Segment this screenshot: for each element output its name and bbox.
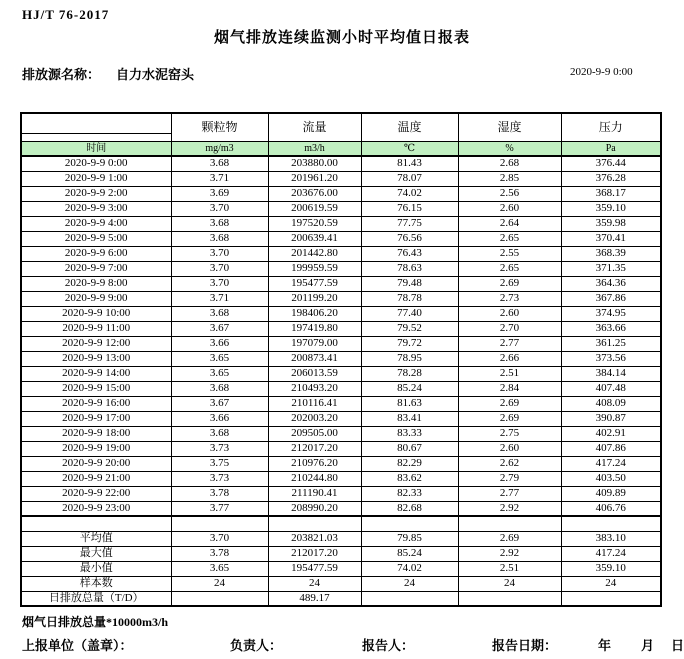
value-cell: 2.65 [458,261,561,276]
table-row [21,486,661,501]
unit-cell-pct: % [458,141,561,156]
col-header-flow: 流量 [268,113,361,141]
summary-value: 24 [458,576,561,591]
time-cell: 2020-9-9 21:00 [21,471,171,486]
time-cell: 2020-9-9 6:00 [21,246,171,261]
value-cell: 83.33 [361,426,458,441]
table-row [21,306,661,321]
corner-cell [21,113,171,141]
value-cell: 79.48 [361,276,458,291]
daily-total-note: 烟气日排放总量*10000m3/h [22,615,169,629]
table-row [21,171,661,186]
value-cell: 3.73 [171,441,268,456]
value-cell: 2.69 [458,411,561,426]
table-row [21,411,661,426]
value-cell: 2.64 [458,216,561,231]
table-row [21,261,661,276]
report-datetime: 2020-9-9 0:00 [570,66,633,78]
value-cell: 407.48 [561,381,661,396]
value-cell: 363.66 [561,321,661,336]
table-row [21,156,661,171]
time-cell: 2020-9-9 3:00 [21,201,171,216]
value-cell: 81.63 [361,396,458,411]
time-cell: 2020-9-9 9:00 [21,291,171,306]
value-cell: 2.84 [458,381,561,396]
unit-cell-m3h: m3/h [268,141,361,156]
value-cell: 2.65 [458,231,561,246]
value-cell: 2.73 [458,291,561,306]
table-row [21,231,661,246]
value-cell: 3.67 [171,321,268,336]
value-cell: 78.78 [361,291,458,306]
units-row [21,141,661,156]
value-cell: 3.68 [171,156,268,171]
summary-value: 24 [361,576,458,591]
table-row [21,186,661,201]
value-cell: 2.51 [458,366,561,381]
value-cell: 82.33 [361,486,458,501]
value-cell: 2.70 [458,321,561,336]
summary-value: 417.24 [561,546,661,561]
time-cell: 2020-9-9 15:00 [21,381,171,396]
value-cell: 374.95 [561,306,661,321]
value-cell: 359.10 [561,201,661,216]
col-header-particulate: 颗粒物 [171,113,268,141]
value-cell: 3.71 [171,291,268,306]
value-cell: 195477.59 [268,276,361,291]
time-cell: 2020-9-9 0:00 [21,156,171,171]
value-cell: 3.69 [171,186,268,201]
data-rows-section [21,156,661,516]
report-table [20,112,662,607]
day-label: 日 [671,638,684,653]
value-cell: 210976.20 [268,456,361,471]
value-cell: 3.68 [171,231,268,246]
manager-label: 负责人： [230,638,283,653]
summary-row [21,531,661,546]
value-cell: 367.86 [561,291,661,306]
empty-cell [458,516,561,531]
value-cell: 3.73 [171,471,268,486]
value-cell: 407.86 [561,441,661,456]
value-cell: 3.68 [171,216,268,231]
value-cell: 80.67 [361,441,458,456]
col-header-pressure: 压力 [561,113,661,141]
time-cell: 2020-9-9 13:00 [21,351,171,366]
value-cell: 210116.41 [268,396,361,411]
value-cell: 376.28 [561,171,661,186]
value-cell: 210493.20 [268,381,361,396]
summary-value: 383.10 [561,531,661,546]
value-cell: 371.35 [561,261,661,276]
value-cell: 2.85 [458,171,561,186]
value-cell: 2.66 [458,351,561,366]
table-row [21,381,661,396]
value-cell: 81.43 [361,156,458,171]
summary-row [21,546,661,561]
value-cell: 201442.80 [268,246,361,261]
summary-row [21,591,661,606]
value-cell: 2.75 [458,426,561,441]
summary-row [21,576,661,591]
pollutant-header-row [21,113,661,141]
value-cell: 2.60 [458,201,561,216]
time-cell: 2020-9-9 2:00 [21,186,171,201]
table-row [21,351,661,366]
value-cell: 364.36 [561,276,661,291]
empty-cell [561,516,661,531]
corner-split-line [22,120,171,134]
value-cell: 206013.59 [268,366,361,381]
value-cell: 3.68 [171,426,268,441]
value-cell: 2.69 [458,396,561,411]
value-cell: 408.09 [561,396,661,411]
value-cell: 3.68 [171,306,268,321]
value-cell: 198406.20 [268,306,361,321]
value-cell: 3.71 [171,171,268,186]
value-cell: 82.68 [361,501,458,516]
value-cell: 406.76 [561,501,661,516]
value-cell: 78.95 [361,351,458,366]
value-cell: 76.43 [361,246,458,261]
value-cell: 2.77 [458,336,561,351]
value-cell: 2.68 [458,156,561,171]
value-cell: 78.07 [361,171,458,186]
summary-value: 74.02 [361,561,458,576]
table-row [21,366,661,381]
value-cell: 390.87 [561,411,661,426]
time-cell: 2020-9-9 10:00 [21,306,171,321]
summary-row [21,561,661,576]
table-row [21,441,661,456]
summary-value: 24 [171,576,268,591]
summary-value: 2.51 [458,561,561,576]
value-cell: 199959.59 [268,261,361,276]
value-cell: 78.63 [361,261,458,276]
table-row [21,456,661,471]
summary-value: 2.92 [458,546,561,561]
value-cell: 368.39 [561,246,661,261]
time-cell: 2020-9-9 17:00 [21,411,171,426]
summary-value: 85.24 [361,546,458,561]
time-cell: 2020-9-9 7:00 [21,261,171,276]
value-cell: 200873.41 [268,351,361,366]
month-label: 月 [641,638,655,653]
col-header-humidity: 湿度 [458,113,561,141]
value-cell: 197419.80 [268,321,361,336]
value-cell: 409.89 [561,486,661,501]
summary-value: 195477.59 [268,561,361,576]
value-cell: 3.77 [171,501,268,516]
value-cell: 373.56 [561,351,661,366]
time-cell: 2020-9-9 5:00 [21,231,171,246]
summary-value [171,591,268,606]
value-cell: 3.70 [171,201,268,216]
time-cell: 2020-9-9 16:00 [21,396,171,411]
value-cell: 197520.59 [268,216,361,231]
value-cell: 3.66 [171,336,268,351]
unit-cell-mgm3: mg/m3 [171,141,268,156]
unit-cell-pa: Pa [561,141,661,156]
summary-section [21,516,661,606]
value-cell: 201199.20 [268,291,361,306]
value-cell: 2.62 [458,456,561,471]
empty-cell [171,516,268,531]
value-cell: 210244.80 [268,471,361,486]
summary-value [361,591,458,606]
value-cell: 79.72 [361,336,458,351]
value-cell: 3.70 [171,246,268,261]
summary-value: 203821.03 [268,531,361,546]
summary-value: 489.17 [268,591,361,606]
value-cell: 2.56 [458,186,561,201]
summary-value: 212017.20 [268,546,361,561]
table-row [21,216,661,231]
source-name-value: 自力水泥窑头 [116,67,195,82]
summary-value: 3.78 [171,546,268,561]
value-cell: 200619.59 [268,201,361,216]
summary-label: 最小值 [21,561,171,576]
empty-cell [268,516,361,531]
summary-label: 最大值 [21,546,171,561]
time-cell: 2020-9-9 18:00 [21,426,171,441]
value-cell: 3.75 [171,456,268,471]
value-cell: 74.02 [361,186,458,201]
table-row [21,291,661,306]
value-cell: 3.65 [171,351,268,366]
value-cell: 197079.00 [268,336,361,351]
value-cell: 83.41 [361,411,458,426]
value-cell: 212017.20 [268,441,361,456]
value-cell: 82.29 [361,456,458,471]
value-cell: 3.70 [171,261,268,276]
table-row [21,321,661,336]
value-cell: 370.41 [561,231,661,246]
table-row [21,246,661,261]
value-cell: 417.24 [561,456,661,471]
summary-value: 3.70 [171,531,268,546]
summary-value: 24 [561,576,661,591]
value-cell: 361.25 [561,336,661,351]
value-cell: 83.62 [361,471,458,486]
value-cell: 200639.41 [268,231,361,246]
value-cell: 3.68 [171,381,268,396]
table-row [21,201,661,216]
value-cell: 76.15 [361,201,458,216]
value-cell: 211190.41 [268,486,361,501]
value-cell: 402.91 [561,426,661,441]
time-cell: 2020-9-9 4:00 [21,216,171,231]
value-cell: 2.69 [458,276,561,291]
year-label: 年 [598,638,612,653]
value-cell: 77.40 [361,306,458,321]
time-cell: 2020-9-9 8:00 [21,276,171,291]
time-cell: 2020-9-9 19:00 [21,441,171,456]
value-cell: 203880.00 [268,156,361,171]
empty-cell [21,516,171,531]
time-cell: 2020-9-9 22:00 [21,486,171,501]
value-cell: 202003.20 [268,411,361,426]
value-cell: 78.28 [361,366,458,381]
value-cell: 203676.00 [268,186,361,201]
table-row [21,501,661,516]
table-row [21,276,661,291]
value-cell: 403.50 [561,471,661,486]
summary-value [561,591,661,606]
value-cell: 384.14 [561,366,661,381]
source-row [22,64,194,83]
value-cell: 2.60 [458,306,561,321]
value-cell: 368.17 [561,186,661,201]
reporting-unit-label: 上报单位（盖章）： [22,638,133,653]
value-cell: 2.60 [458,441,561,456]
summary-value: 359.10 [561,561,661,576]
value-cell: 201961.20 [268,171,361,186]
value-cell: 376.44 [561,156,661,171]
time-cell: 2020-9-9 12:00 [21,336,171,351]
time-cell: 2020-9-9 20:00 [21,456,171,471]
value-cell: 3.65 [171,366,268,381]
empty-cell [361,516,458,531]
summary-value: 2.69 [458,531,561,546]
summary-value: 3.65 [171,561,268,576]
table-row [21,426,661,441]
summary-label: 日排放总量（T/D） [21,591,171,606]
value-cell: 359.98 [561,216,661,231]
time-cell: 2020-9-9 14:00 [21,366,171,381]
value-cell: 3.66 [171,411,268,426]
table-row [21,336,661,351]
unit-cell-degc: ℃ [361,141,458,156]
page-title: 烟气排放连续监测小时平均值日报表 [213,30,470,46]
time-header: 时间 [21,141,171,156]
source-name-label: 排放源名称： [22,67,101,82]
value-cell: 3.78 [171,486,268,501]
summary-value: 79.85 [361,531,458,546]
value-cell: 2.77 [458,486,561,501]
value-cell: 3.70 [171,276,268,291]
table-row [21,396,661,411]
summary-value: 24 [268,576,361,591]
report-date-label: 报告日期： [492,638,558,653]
spacer-row [21,516,661,531]
time-cell: 2020-9-9 11:00 [21,321,171,336]
col-header-temperature: 温度 [361,113,458,141]
value-cell: 79.52 [361,321,458,336]
value-cell: 2.92 [458,501,561,516]
summary-label: 平均值 [21,531,171,546]
standard-code: HJ/T 76-2017 [22,7,110,22]
value-cell: 2.79 [458,471,561,486]
signature-line [0,635,684,653]
time-cell: 2020-9-9 1:00 [21,171,171,186]
summary-value [458,591,561,606]
reporter-label: 报告人： [362,638,415,653]
time-cell: 2020-9-9 23:00 [21,501,171,516]
value-cell: 3.67 [171,396,268,411]
value-cell: 209505.00 [268,426,361,441]
table-row [21,471,661,486]
value-cell: 208990.20 [268,501,361,516]
summary-label: 样本数 [21,576,171,591]
value-cell: 2.55 [458,246,561,261]
value-cell: 76.56 [361,231,458,246]
value-cell: 85.24 [361,381,458,396]
value-cell: 77.75 [361,216,458,231]
